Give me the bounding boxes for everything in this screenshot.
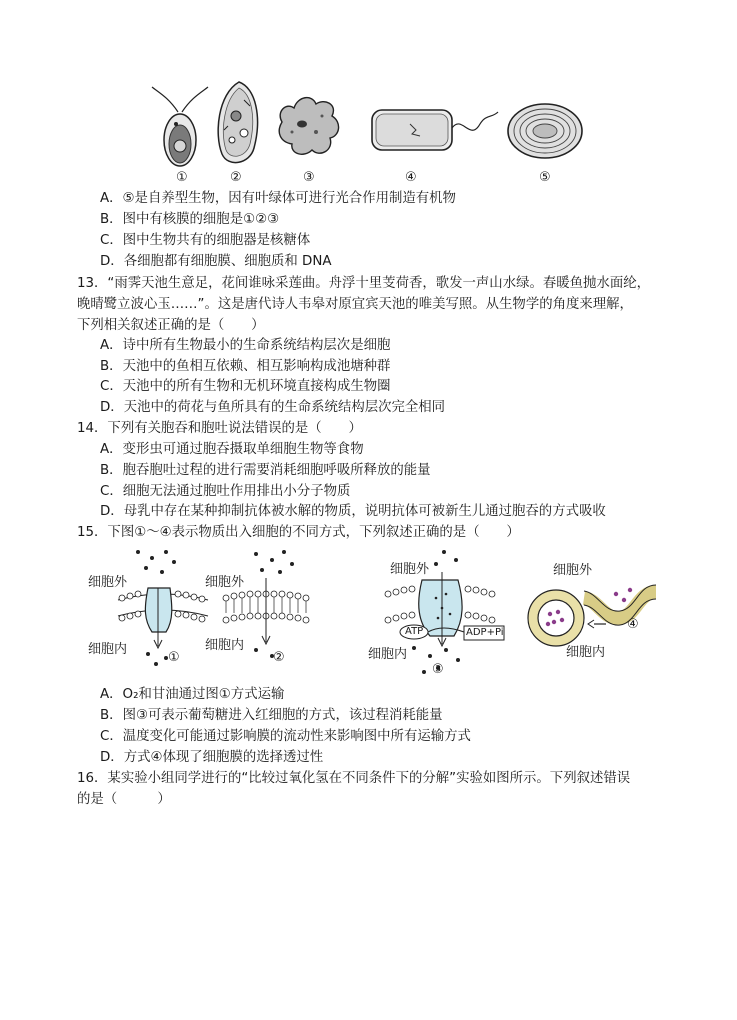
transport-diagram-2: [222, 548, 314, 668]
organism-2-label: ②: [230, 170, 242, 185]
q16-stem-line-2: 的是（ ）: [77, 792, 171, 807]
q14-option-a[interactable]: A．变形虫可通过胞吞摄取单细胞生物等食物: [100, 442, 364, 457]
fig1-inside-label: 细胞内: [88, 642, 128, 657]
q14-option-d[interactable]: D．母乳中存在某种抑制抗体被水解的物质，说明抗体可被新生儿通过胞吞的方式吸收: [100, 504, 606, 519]
fig2-outside-label: 细胞外: [205, 575, 245, 590]
diagram-3-label: ③: [432, 662, 444, 677]
diagram-2-label: ②: [273, 650, 285, 665]
q13-stem-line-2: 晚晴鹭立波心玉……”。这是唐代诗人韦皋对原宜宾天池的唯美写照。从生物学的角度来理解，: [77, 297, 633, 312]
organism-4-illustration: [370, 104, 500, 156]
q13-stem-line-1: 13．“雨霁天池生意足，花间谁咏采莲曲。舟浮十里芰荷香，歌发一声山水绿。春暖鱼抛水面纶，: [77, 276, 650, 291]
organism-5-label: ⑤: [539, 170, 551, 185]
organism-1-label: ①: [176, 170, 188, 185]
fig2-inside-label: 细胞内: [205, 638, 245, 653]
fig4-outside-label: 细胞外: [553, 563, 593, 578]
transport-diagram-4: [520, 578, 660, 648]
q14-option-c[interactable]: C．细胞无法通过胞吐作用排出小分子物质: [100, 484, 351, 499]
adp-label: ADP+Pi: [466, 627, 504, 638]
diagram-1-label: ①: [168, 650, 180, 665]
q12-option-a[interactable]: A．⑤是自养型生物，因有叶绿体可进行光合作用制造有机物: [100, 191, 456, 206]
q14-option-b[interactable]: B．胞吞胞吐过程的进行需要消耗细胞呼吸所释放的能量: [100, 463, 431, 478]
q12-option-c[interactable]: C．图中生物共有的细胞器是核糖体: [100, 233, 311, 248]
q16-stem-line-1: 16．某实验小组同学进行的“比较过氧化氢在不同条件下的分解”实验如图所示。下列叙述错误: [77, 771, 631, 786]
fig4-inside-label: 细胞内: [566, 645, 606, 660]
q12-option-d[interactable]: D．各细胞都有细胞膜、细胞质和 DNA: [100, 254, 332, 269]
organism-3-illustration: [272, 92, 344, 160]
q13-option-d[interactable]: D．天池中的荷花与鱼所具有的生命系统结构层次完全相同: [100, 400, 446, 415]
q13-option-c[interactable]: C．天池中的所有生物和无机环境直接构成生物圈: [100, 379, 391, 394]
diagram-4-label: ④: [627, 617, 639, 632]
fig3-outside-label: 细胞外: [390, 562, 430, 577]
q14-stem: 14．下列有关胞吞和胞吐说法错误的是（ ）: [77, 421, 362, 436]
q13-option-a[interactable]: A．诗中所有生物最小的生命系统结构层次是细胞: [100, 338, 391, 353]
transport-diagram-1: [118, 548, 208, 668]
q15-option-a[interactable]: A．O₂和甘油通过图①方式运输: [100, 687, 285, 702]
q13-stem-line-3: 下列相关叙述正确的是（ ）: [77, 318, 265, 333]
q12-option-b[interactable]: B．图中有核膜的细胞是①②③: [100, 212, 280, 227]
q15-option-d[interactable]: D．方式④体现了细胞膜的选择透过性: [100, 750, 324, 765]
organism-5-illustration: [506, 102, 584, 160]
fig1-outside-label: 细胞外: [88, 575, 128, 590]
q15-stem: 15．下图①～④表示物质出入细胞的不同方式，下列叙述正确的是（ ）: [77, 525, 520, 540]
organism-1-illustration: [150, 82, 210, 172]
atp-label: ATP: [405, 626, 424, 637]
fig3-inside-label: 细胞内: [368, 647, 408, 662]
organism-4-label: ④: [405, 170, 417, 185]
organism-3-label: ③: [303, 170, 315, 185]
q15-option-b[interactable]: B．图③可表示葡萄糖进入红细胞的方式，该过程消耗能量: [100, 708, 443, 723]
transport-diagram-3: [384, 548, 504, 680]
q15-option-c[interactable]: C．温度变化可能通过影响膜的流动性来影响图中所有运输方式: [100, 729, 471, 744]
organism-2-illustration: [214, 78, 264, 170]
q13-option-b[interactable]: B．天池中的鱼相互依赖、相互影响构成池塘种群: [100, 359, 391, 374]
